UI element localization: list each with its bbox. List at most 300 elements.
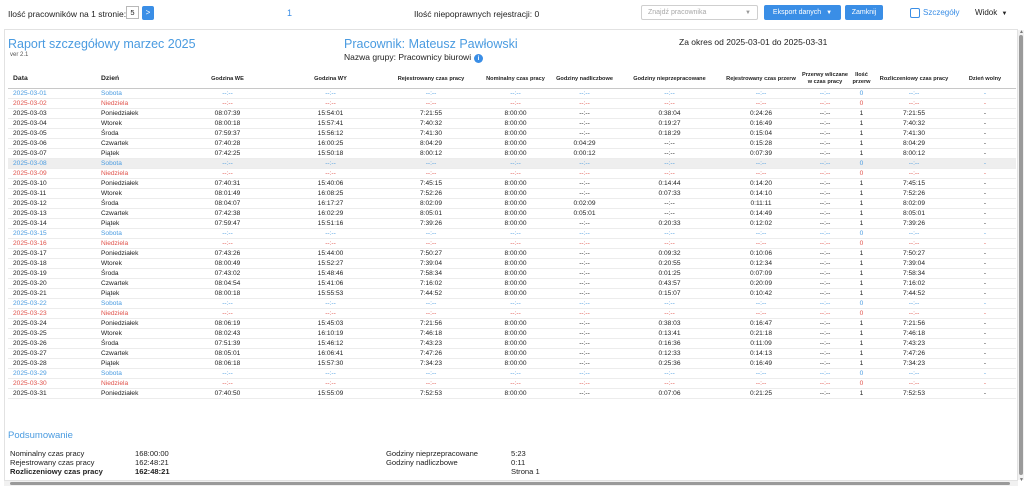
col-day-cell: Niedziela <box>96 378 176 388</box>
col-break-count-cell: 1 <box>849 268 874 278</box>
col-breaks-included-cell: --:-- <box>801 88 849 98</box>
col-break-count-cell: 1 <box>849 148 874 158</box>
col-break-count-cell: 1 <box>849 118 874 128</box>
chevron-down-icon: ▼ <box>745 10 751 16</box>
summary-unworked-label: Godziny nieprzepracowane <box>386 449 479 458</box>
col-date-cell: 2025-03-01 <box>8 88 96 98</box>
col-date-cell: 2025-03-17 <box>8 248 96 258</box>
col-time-in-cell: 07:42:38 <box>176 208 279 218</box>
table-row[interactable] <box>8 148 1016 158</box>
col-day-cell: Poniedziałek <box>96 248 176 258</box>
col-registered-breaks-cell: 0:14:10 <box>721 188 801 198</box>
col-time-out-cell: 15:57:30 <box>279 358 382 368</box>
col-overtime-cell: --:-- <box>551 218 618 228</box>
col-break-count-cell: 0 <box>849 298 874 308</box>
col-day-cell: Czwartek <box>96 138 176 148</box>
col-unworked-cell: 0:07:06 <box>618 388 721 398</box>
col-day-off-cell: - <box>954 218 1016 228</box>
scroll-down-icon[interactable]: ▼ <box>1019 477 1024 483</box>
col-day-cell: Sobota <box>96 88 176 98</box>
col-date-header[interactable]: Data <box>8 70 96 88</box>
col-time-in-header[interactable]: Godzina WE <box>176 70 279 88</box>
col-day-off-cell: - <box>954 168 1016 178</box>
col-day-cell: Wtorek <box>96 188 176 198</box>
col-overtime-cell: --:-- <box>551 168 618 178</box>
col-time-in-cell: 08:06:18 <box>176 358 279 368</box>
col-breaks-included-cell: --:-- <box>801 298 849 308</box>
col-time-out-cell: 15:57:41 <box>279 118 382 128</box>
col-break-count-cell: 1 <box>849 178 874 188</box>
col-break-count-cell: 1 <box>849 358 874 368</box>
col-nominal-work-cell: --:-- <box>480 368 551 378</box>
col-breaks-included-cell: --:-- <box>801 278 849 288</box>
col-unworked-cell: --:-- <box>618 138 721 148</box>
col-time-out-cell: 15:44:00 <box>279 248 382 258</box>
col-day-cell: Piątek <box>96 288 176 298</box>
col-registered-breaks-cell: --:-- <box>721 238 801 248</box>
col-nominal-work-cell: 8:00:00 <box>480 268 551 278</box>
table-row[interactable] <box>8 388 1016 398</box>
col-date-cell: 2025-03-22 <box>8 298 96 308</box>
view-menu[interactable] <box>975 8 1007 17</box>
col-time-out-cell: 16:06:41 <box>279 348 382 358</box>
export-label: Eksport danych <box>772 9 822 16</box>
col-registered-work-cell: 7:46:18 <box>382 328 480 338</box>
col-break-count-cell: 0 <box>849 88 874 98</box>
table-row[interactable] <box>8 258 1016 268</box>
col-overtime-cell: --:-- <box>551 278 618 288</box>
col-breaks-included-cell: --:-- <box>801 128 849 138</box>
col-nominal-work-cell: 8:00:00 <box>480 178 551 188</box>
col-date-cell: 2025-03-06 <box>8 138 96 148</box>
col-date-cell: 2025-03-12 <box>8 198 96 208</box>
col-registered-breaks-cell: 0:16:49 <box>721 118 801 128</box>
col-breaks-included-cell: --:-- <box>801 308 849 318</box>
col-registered-work-cell: --:-- <box>382 228 480 238</box>
col-settlement-work-cell: 7:52:53 <box>874 388 954 398</box>
col-date-cell: 2025-03-11 <box>8 188 96 198</box>
table-row[interactable] <box>8 228 1016 238</box>
table-row[interactable] <box>8 218 1016 228</box>
col-registered-work-cell: --:-- <box>382 368 480 378</box>
col-break-count-cell: 0 <box>849 308 874 318</box>
employee-name: Pracownik: Mateusz Pawłowski <box>344 37 518 51</box>
col-nominal-work-cell: 8:00:00 <box>480 318 551 328</box>
col-time-out-cell: 15:55:53 <box>279 288 382 298</box>
col-breaks-included-cell: --:-- <box>801 358 849 368</box>
col-registered-breaks-cell: --:-- <box>721 88 801 98</box>
col-nominal-work-cell: --:-- <box>480 88 551 98</box>
col-day-off-header[interactable]: Dzień wolny <box>954 70 1016 88</box>
col-day-off-cell: - <box>954 98 1016 108</box>
table-row[interactable] <box>8 328 1016 338</box>
col-day-cell: Sobota <box>96 228 176 238</box>
col-nominal-work-cell: 8:00:00 <box>480 348 551 358</box>
chevron-down-icon: ▼ <box>826 10 833 16</box>
col-time-in-cell: 07:40:50 <box>176 388 279 398</box>
col-day-off-cell: - <box>954 318 1016 328</box>
col-unworked-cell: 0:15:07 <box>618 288 721 298</box>
col-settlement-work-cell: 7:34:23 <box>874 358 954 368</box>
col-breaks-included-cell: --:-- <box>801 208 849 218</box>
col-date-cell: 2025-03-08 <box>8 158 96 168</box>
col-day-off-cell: - <box>954 338 1016 348</box>
col-settlement-work-cell: --:-- <box>874 168 954 178</box>
table-row[interactable] <box>8 268 1016 278</box>
table-row[interactable] <box>8 338 1016 348</box>
col-time-out-header[interactable]: Godzina WY <box>279 70 382 88</box>
col-day-cell: Piątek <box>96 148 176 158</box>
col-unworked-cell: --:-- <box>618 308 721 318</box>
col-unworked-cell: 0:38:03 <box>618 318 721 328</box>
col-date-cell: 2025-03-20 <box>8 278 96 288</box>
col-day-cell: Sobota <box>96 368 176 378</box>
col-nominal-work-cell: 8:00:00 <box>480 328 551 338</box>
col-day-cell: Niedziela <box>96 238 176 248</box>
col-day-off-cell: - <box>954 88 1016 98</box>
col-overtime-cell: 0:00:12 <box>551 148 618 158</box>
col-time-out-cell: --:-- <box>279 308 382 318</box>
col-time-out-cell: --:-- <box>279 238 382 248</box>
table-row[interactable] <box>8 308 1016 318</box>
col-day-off-cell: - <box>954 368 1016 378</box>
col-registered-work-cell: --:-- <box>382 158 480 168</box>
col-registered-breaks-cell: 0:10:42 <box>721 288 801 298</box>
col-settlement-work-cell: 7:39:04 <box>874 258 954 268</box>
col-day-cell: Sobota <box>96 158 176 168</box>
col-time-in-cell: 07:43:02 <box>176 268 279 278</box>
col-time-in-cell: 08:06:19 <box>176 318 279 328</box>
col-breaks-included-cell: --:-- <box>801 118 849 128</box>
attendance-table <box>8 70 1016 399</box>
col-day-off-cell: - <box>954 358 1016 368</box>
info-icon[interactable]: i <box>474 54 483 63</box>
col-breaks-included-cell: --:-- <box>801 338 849 348</box>
horizontal-scrollbar[interactable] <box>4 481 1018 486</box>
col-registered-work-cell: 7:21:55 <box>382 108 480 118</box>
col-registered-work-cell: --:-- <box>382 98 480 108</box>
col-breaks-included-cell: --:-- <box>801 348 849 358</box>
col-overtime-cell: --:-- <box>551 328 618 338</box>
table-row[interactable] <box>8 198 1016 208</box>
col-time-in-cell: 07:59:47 <box>176 218 279 228</box>
scrollbar-thumb[interactable] <box>1019 35 1023 475</box>
view-label: Widok <box>975 8 998 17</box>
col-day-off-cell: - <box>954 248 1016 258</box>
col-breaks-included-cell: --:-- <box>801 158 849 168</box>
table-row[interactable] <box>8 318 1016 328</box>
table-body <box>8 88 1016 398</box>
col-day-off-cell: - <box>954 348 1016 358</box>
col-time-out-cell: --:-- <box>279 298 382 308</box>
table-row[interactable] <box>8 138 1016 148</box>
col-unworked-header[interactable]: Godziny nieprzepracowane <box>618 70 721 88</box>
table-row[interactable] <box>8 378 1016 388</box>
table-row[interactable] <box>8 248 1016 258</box>
col-break-count-header[interactable]: Ilość przerw <box>849 70 874 88</box>
col-overtime-cell: --:-- <box>551 298 618 308</box>
col-registered-work-cell: 8:00:12 <box>382 148 480 158</box>
table-row[interactable] <box>8 288 1016 298</box>
col-settlement-work-cell: --:-- <box>874 98 954 108</box>
col-unworked-cell: --:-- <box>618 158 721 168</box>
col-registered-breaks-cell: --:-- <box>721 158 801 168</box>
page-link-1[interactable]: 1 <box>287 8 293 18</box>
export-data-button[interactable] <box>764 5 841 20</box>
col-time-in-cell: 07:43:26 <box>176 248 279 258</box>
col-breaks-included-header[interactable]: Przerwy wliczane w czas pracy <box>801 70 849 88</box>
col-unworked-cell: 0:38:04 <box>618 108 721 118</box>
col-registered-breaks-cell: 0:12:34 <box>721 258 801 268</box>
col-overtime-header[interactable]: Godziny nadliczbowe <box>551 70 618 88</box>
col-day-cell: Czwartek <box>96 208 176 218</box>
col-unworked-cell: --:-- <box>618 228 721 238</box>
col-breaks-included-cell: --:-- <box>801 188 849 198</box>
col-registered-work-cell: 7:52:53 <box>382 388 480 398</box>
col-day-cell: Czwartek <box>96 348 176 358</box>
col-overtime-cell: --:-- <box>551 348 618 358</box>
summary-overtime-value: 0:11 <box>511 458 526 467</box>
col-unworked-cell: 0:12:33 <box>618 348 721 358</box>
col-day-cell: Sobota <box>96 298 176 308</box>
table-row[interactable] <box>8 368 1016 378</box>
col-date-cell: 2025-03-28 <box>8 358 96 368</box>
col-nominal-work-cell: 8:00:00 <box>480 198 551 208</box>
col-breaks-included-cell: --:-- <box>801 238 849 248</box>
col-overtime-cell: --:-- <box>551 308 618 318</box>
col-settlement-work-cell: --:-- <box>874 88 954 98</box>
col-day-cell: Wtorek <box>96 258 176 268</box>
col-date-cell: 2025-03-09 <box>8 168 96 178</box>
table-row[interactable] <box>8 88 1016 98</box>
col-date-cell: 2025-03-05 <box>8 128 96 138</box>
col-nominal-work-cell: 8:00:00 <box>480 188 551 198</box>
col-time-in-cell: --:-- <box>176 228 279 238</box>
col-time-in-cell: 08:01:49 <box>176 188 279 198</box>
col-unworked-cell: --:-- <box>618 238 721 248</box>
col-day-cell: Niedziela <box>96 168 176 178</box>
col-overtime-cell: --:-- <box>551 98 618 108</box>
col-date-cell: 2025-03-16 <box>8 238 96 248</box>
col-overtime-cell: --:-- <box>551 288 618 298</box>
col-date-cell: 2025-03-10 <box>8 178 96 188</box>
col-nominal-work-cell: --:-- <box>480 168 551 178</box>
col-time-out-cell: 15:52:27 <box>279 258 382 268</box>
col-unworked-cell: 0:09:32 <box>618 248 721 258</box>
col-registered-breaks-cell: 0:21:18 <box>721 328 801 338</box>
col-registered-work-cell: 7:44:52 <box>382 288 480 298</box>
col-time-out-cell: --:-- <box>279 98 382 108</box>
col-break-count-cell: 1 <box>849 198 874 208</box>
col-registered-breaks-cell: 0:14:20 <box>721 178 801 188</box>
col-overtime-cell: --:-- <box>551 268 618 278</box>
report-period: Za okres od 2025-03-01 do 2025-03-31 <box>679 37 828 47</box>
col-nominal-work-cell: --:-- <box>480 228 551 238</box>
col-registered-breaks-cell: 0:07:39 <box>721 148 801 158</box>
col-breaks-included-cell: --:-- <box>801 378 849 388</box>
col-settlement-work-cell: 7:44:52 <box>874 288 954 298</box>
col-time-in-cell: --:-- <box>176 88 279 98</box>
table-row[interactable] <box>8 118 1016 128</box>
col-breaks-included-cell: --:-- <box>801 178 849 188</box>
col-unworked-cell: --:-- <box>618 298 721 308</box>
col-registered-work-cell: 7:43:23 <box>382 338 480 348</box>
col-unworked-cell: --:-- <box>618 198 721 208</box>
col-time-out-cell: --:-- <box>279 368 382 378</box>
col-time-out-cell: 15:40:06 <box>279 178 382 188</box>
table-row[interactable] <box>8 108 1016 118</box>
col-registered-work-header[interactable]: Rejestrowany czas pracy <box>382 70 480 88</box>
col-time-in-cell: --:-- <box>176 368 279 378</box>
col-day-cell: Piątek <box>96 218 176 228</box>
col-unworked-cell: 0:14:44 <box>618 178 721 188</box>
table-row[interactable] <box>8 158 1016 168</box>
table-row[interactable] <box>8 278 1016 288</box>
col-overtime-cell: --:-- <box>551 238 618 248</box>
vertical-scrollbar[interactable] <box>1018 30 1024 480</box>
col-registered-breaks-cell: 0:12:02 <box>721 218 801 228</box>
col-registered-work-cell: 7:47:26 <box>382 348 480 358</box>
table-row[interactable] <box>8 188 1016 198</box>
col-day-cell: Wtorek <box>96 328 176 338</box>
employee-search-select[interactable] <box>641 5 758 20</box>
table-row[interactable] <box>8 208 1016 218</box>
col-registered-work-cell: 7:41:30 <box>382 128 480 138</box>
invalid-registrations-count: Ilość niepoprawnych rejestracji: 0 <box>414 9 540 19</box>
col-nominal-work-cell: 8:00:00 <box>480 208 551 218</box>
col-day-off-cell: - <box>954 178 1016 188</box>
table-row[interactable] <box>8 348 1016 358</box>
col-settlement-work-cell: 7:41:30 <box>874 128 954 138</box>
col-unworked-cell: 0:43:57 <box>618 278 721 288</box>
table-row[interactable] <box>8 298 1016 308</box>
col-day-off-cell: - <box>954 108 1016 118</box>
col-date-cell: 2025-03-07 <box>8 148 96 158</box>
table-row[interactable] <box>8 238 1016 248</box>
col-break-count-cell: 1 <box>849 208 874 218</box>
col-day-off-cell: - <box>954 128 1016 138</box>
col-day-cell: Niedziela <box>96 98 176 108</box>
col-registered-breaks-cell: --:-- <box>721 368 801 378</box>
col-time-out-cell: 15:50:18 <box>279 148 382 158</box>
col-unworked-cell: --:-- <box>618 88 721 98</box>
summary-title: Podsumowanie <box>8 430 73 441</box>
col-day-cell: Poniedziałek <box>96 108 176 118</box>
col-nominal-work-cell: 8:00:00 <box>480 358 551 368</box>
col-breaks-included-cell: --:-- <box>801 268 849 278</box>
col-nominal-work-header[interactable]: Nominalny czas pracy <box>480 70 551 88</box>
col-overtime-cell: --:-- <box>551 358 618 368</box>
col-day-off-cell: - <box>954 208 1016 218</box>
col-registered-work-cell: --:-- <box>382 168 480 178</box>
col-time-in-cell: --:-- <box>176 168 279 178</box>
per-page-input[interactable]: 5 <box>126 6 139 19</box>
table-row[interactable] <box>8 168 1016 178</box>
report-version: ver 2.1 <box>10 52 29 58</box>
table-row[interactable] <box>8 128 1016 138</box>
col-breaks-included-cell: --:-- <box>801 368 849 378</box>
col-time-out-cell: 15:55:09 <box>279 388 382 398</box>
page-number: Strona 1 <box>511 467 540 476</box>
col-break-count-cell: 1 <box>849 218 874 228</box>
group-name-text: Nazwa grupy: Pracownicy biurowi <box>344 52 472 62</box>
per-page-apply-button[interactable]: > <box>142 6 154 20</box>
col-registered-breaks-cell: 0:14:49 <box>721 208 801 218</box>
col-time-out-cell: 16:00:25 <box>279 138 382 148</box>
col-registered-breaks-header[interactable]: Rejestrowany czas przerw <box>721 70 801 88</box>
details-checkbox[interactable] <box>910 8 920 18</box>
col-settlement-work-cell: 7:40:32 <box>874 118 954 128</box>
col-time-in-cell: --:-- <box>176 238 279 248</box>
col-time-in-cell: 07:40:31 <box>176 178 279 188</box>
col-time-in-cell: 08:04:54 <box>176 278 279 288</box>
col-day-off-cell: - <box>954 288 1016 298</box>
col-date-cell: 2025-03-03 <box>8 108 96 118</box>
col-break-count-cell: 1 <box>849 288 874 298</box>
col-time-in-cell: --:-- <box>176 298 279 308</box>
col-date-cell: 2025-03-24 <box>8 318 96 328</box>
col-day-off-cell: - <box>954 328 1016 338</box>
col-day-cell: Środa <box>96 268 176 278</box>
col-break-count-cell: 0 <box>849 238 874 248</box>
col-registered-work-cell: --:-- <box>382 308 480 318</box>
col-break-count-cell: 0 <box>849 228 874 238</box>
col-break-count-cell: 1 <box>849 108 874 118</box>
col-day-cell: Poniedziałek <box>96 318 176 328</box>
summary-nominal-value: 168:00:00 <box>135 449 169 458</box>
col-time-out-cell: 15:41:06 <box>279 278 382 288</box>
col-break-count-cell: 1 <box>849 128 874 138</box>
col-settlement-work-cell: 8:04:29 <box>874 138 954 148</box>
details-label[interactable]: Szczegóły <box>923 8 960 17</box>
col-time-out-cell: --:-- <box>279 378 382 388</box>
col-registered-breaks-cell: 0:24:26 <box>721 108 801 118</box>
col-settlement-work-cell: --:-- <box>874 298 954 308</box>
col-settlement-work-cell: 7:43:23 <box>874 338 954 348</box>
col-registered-breaks-cell: 0:11:11 <box>721 198 801 208</box>
col-time-out-cell: 15:54:01 <box>279 108 382 118</box>
col-unworked-cell: --:-- <box>618 168 721 178</box>
col-day-cell: Środa <box>96 338 176 348</box>
col-break-count-cell: 0 <box>849 368 874 378</box>
col-overtime-cell: --:-- <box>551 118 618 128</box>
col-settlement-work-cell: 7:45:15 <box>874 178 954 188</box>
col-breaks-included-cell: --:-- <box>801 198 849 208</box>
close-button[interactable]: Zamknij <box>845 5 883 20</box>
col-registered-work-cell: 7:39:04 <box>382 258 480 268</box>
col-break-count-cell: 1 <box>849 318 874 328</box>
col-day-off-cell: - <box>954 228 1016 238</box>
col-day-off-cell: - <box>954 268 1016 278</box>
col-date-cell: 2025-03-25 <box>8 328 96 338</box>
table-row[interactable] <box>8 98 1016 108</box>
col-unworked-cell: 0:07:33 <box>618 188 721 198</box>
table-row[interactable] <box>8 178 1016 188</box>
col-time-in-cell: --:-- <box>176 158 279 168</box>
col-breaks-included-cell: --:-- <box>801 168 849 178</box>
col-day-off-cell: - <box>954 388 1016 398</box>
scrollbar-thumb[interactable] <box>10 482 1010 485</box>
col-nominal-work-cell: 8:00:00 <box>480 108 551 118</box>
col-settlement-work-header[interactable]: Rozliczeniowy czas pracy <box>874 70 954 88</box>
col-nominal-work-cell: 8:00:00 <box>480 248 551 258</box>
col-day-header[interactable]: Dzień <box>96 70 176 88</box>
col-date-cell: 2025-03-04 <box>8 118 96 128</box>
table-row[interactable] <box>8 358 1016 368</box>
scroll-up-icon[interactable]: ▲ <box>1019 29 1024 35</box>
col-nominal-work-cell: 8:00:00 <box>480 388 551 398</box>
col-breaks-included-cell: --:-- <box>801 318 849 328</box>
